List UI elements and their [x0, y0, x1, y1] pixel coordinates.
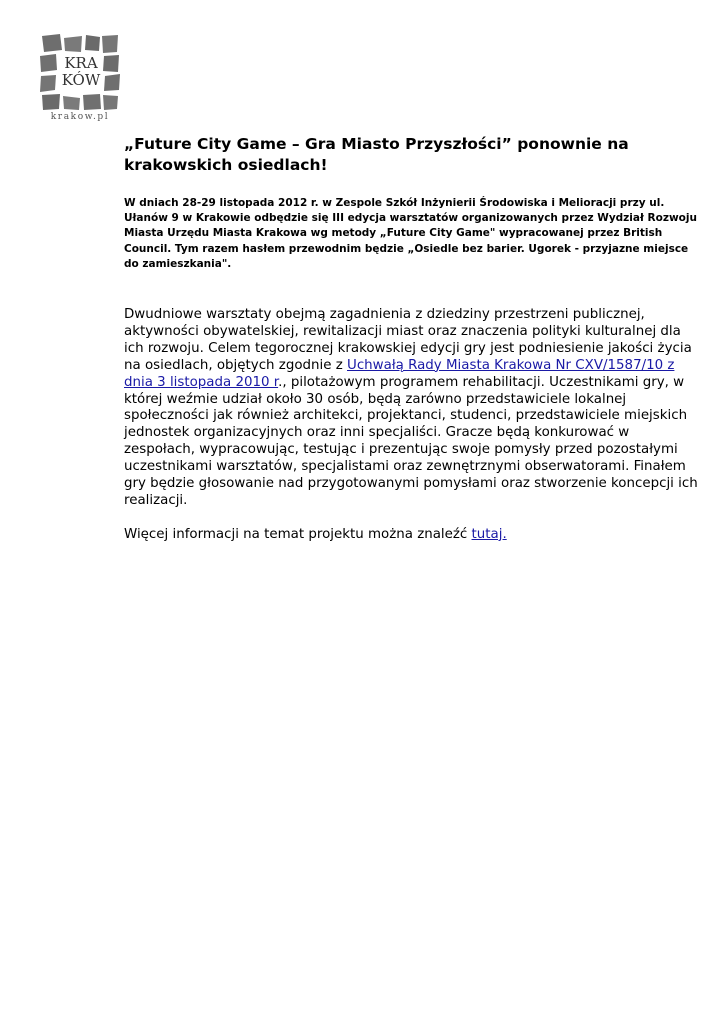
more-info-text: Więcej informacji na temat projektu można znaleźć [124, 526, 472, 542]
krakow-logo [38, 32, 122, 124]
logo-text-line2: KÓW [61, 71, 101, 89]
body-text-start: Dwudniowe warsztaty obejmą zagadnienia z dziedziny przestrzeni publicznej, aktywności obywatelskiej, rewitalizacji miast oraz znaczenia polityki kulturalnej dla ich rozwoju. Celem tegorocznej krakowskiej edycji gry jest podniesienie jakości życia na osiedlach, objętych zgodnie z [124, 307, 692, 373]
logo-text-line1: KRA [64, 54, 98, 72]
more-info-link[interactable]: tutaj. [471, 526, 507, 542]
resolution-link[interactable]: Uchwałą Rady Miasta Krakowa Nr CXV/1587/10 z dnia 3 listopada 2010 r [124, 357, 675, 390]
article-body [124, 307, 702, 510]
article [124, 134, 702, 544]
article-lead: W dniach 28-29 listopada 2012 r. w Zespole Szkół Inżynierii Środowiska i Melioracji przy ul. Ułanów 9 w Krakowie odbędzie się III edycja warsztatów organizowanych przez Wydział Rozwoju Miasta Urzędu Miasta Krakowa wg metody „Future City Game" wypracowanej przez British Council. Tym razem hasłem przewodnim będzie „Osiedle bez barier. Ugorek - przyjazne miejsce do zamieszkania". [124, 197, 697, 270]
article-title: „Future City Game – Gra Miasto Przyszłości” ponownie na krakowskich osiedlach! [124, 135, 629, 174]
body-text-end: ., pilotażowym programem rehabilitacji. Uczestnikami gry, w której weźmie udział około 30 osób, będą zarówno przedstawiciele lokalnej społeczności jak również architekci, projektanci, studenci, przedstawiciele miejskich jednostek organizacyjnych oraz inni specjaliści. Gracze będą konkurować w zespołach, wypracowując, testując i prezentując swoje pomysły przed pozostałymi uczestnikami warsztatów, specjalistami oraz zewnętrznymi obserwatorami. Finałem gry będzie głosowanie nad przygotowanymi pomysłami oraz stworzenie koncepcji ich realizacji. [124, 374, 698, 508]
logo-caption: krakow.pl [50, 112, 110, 122]
more-info [124, 527, 702, 544]
